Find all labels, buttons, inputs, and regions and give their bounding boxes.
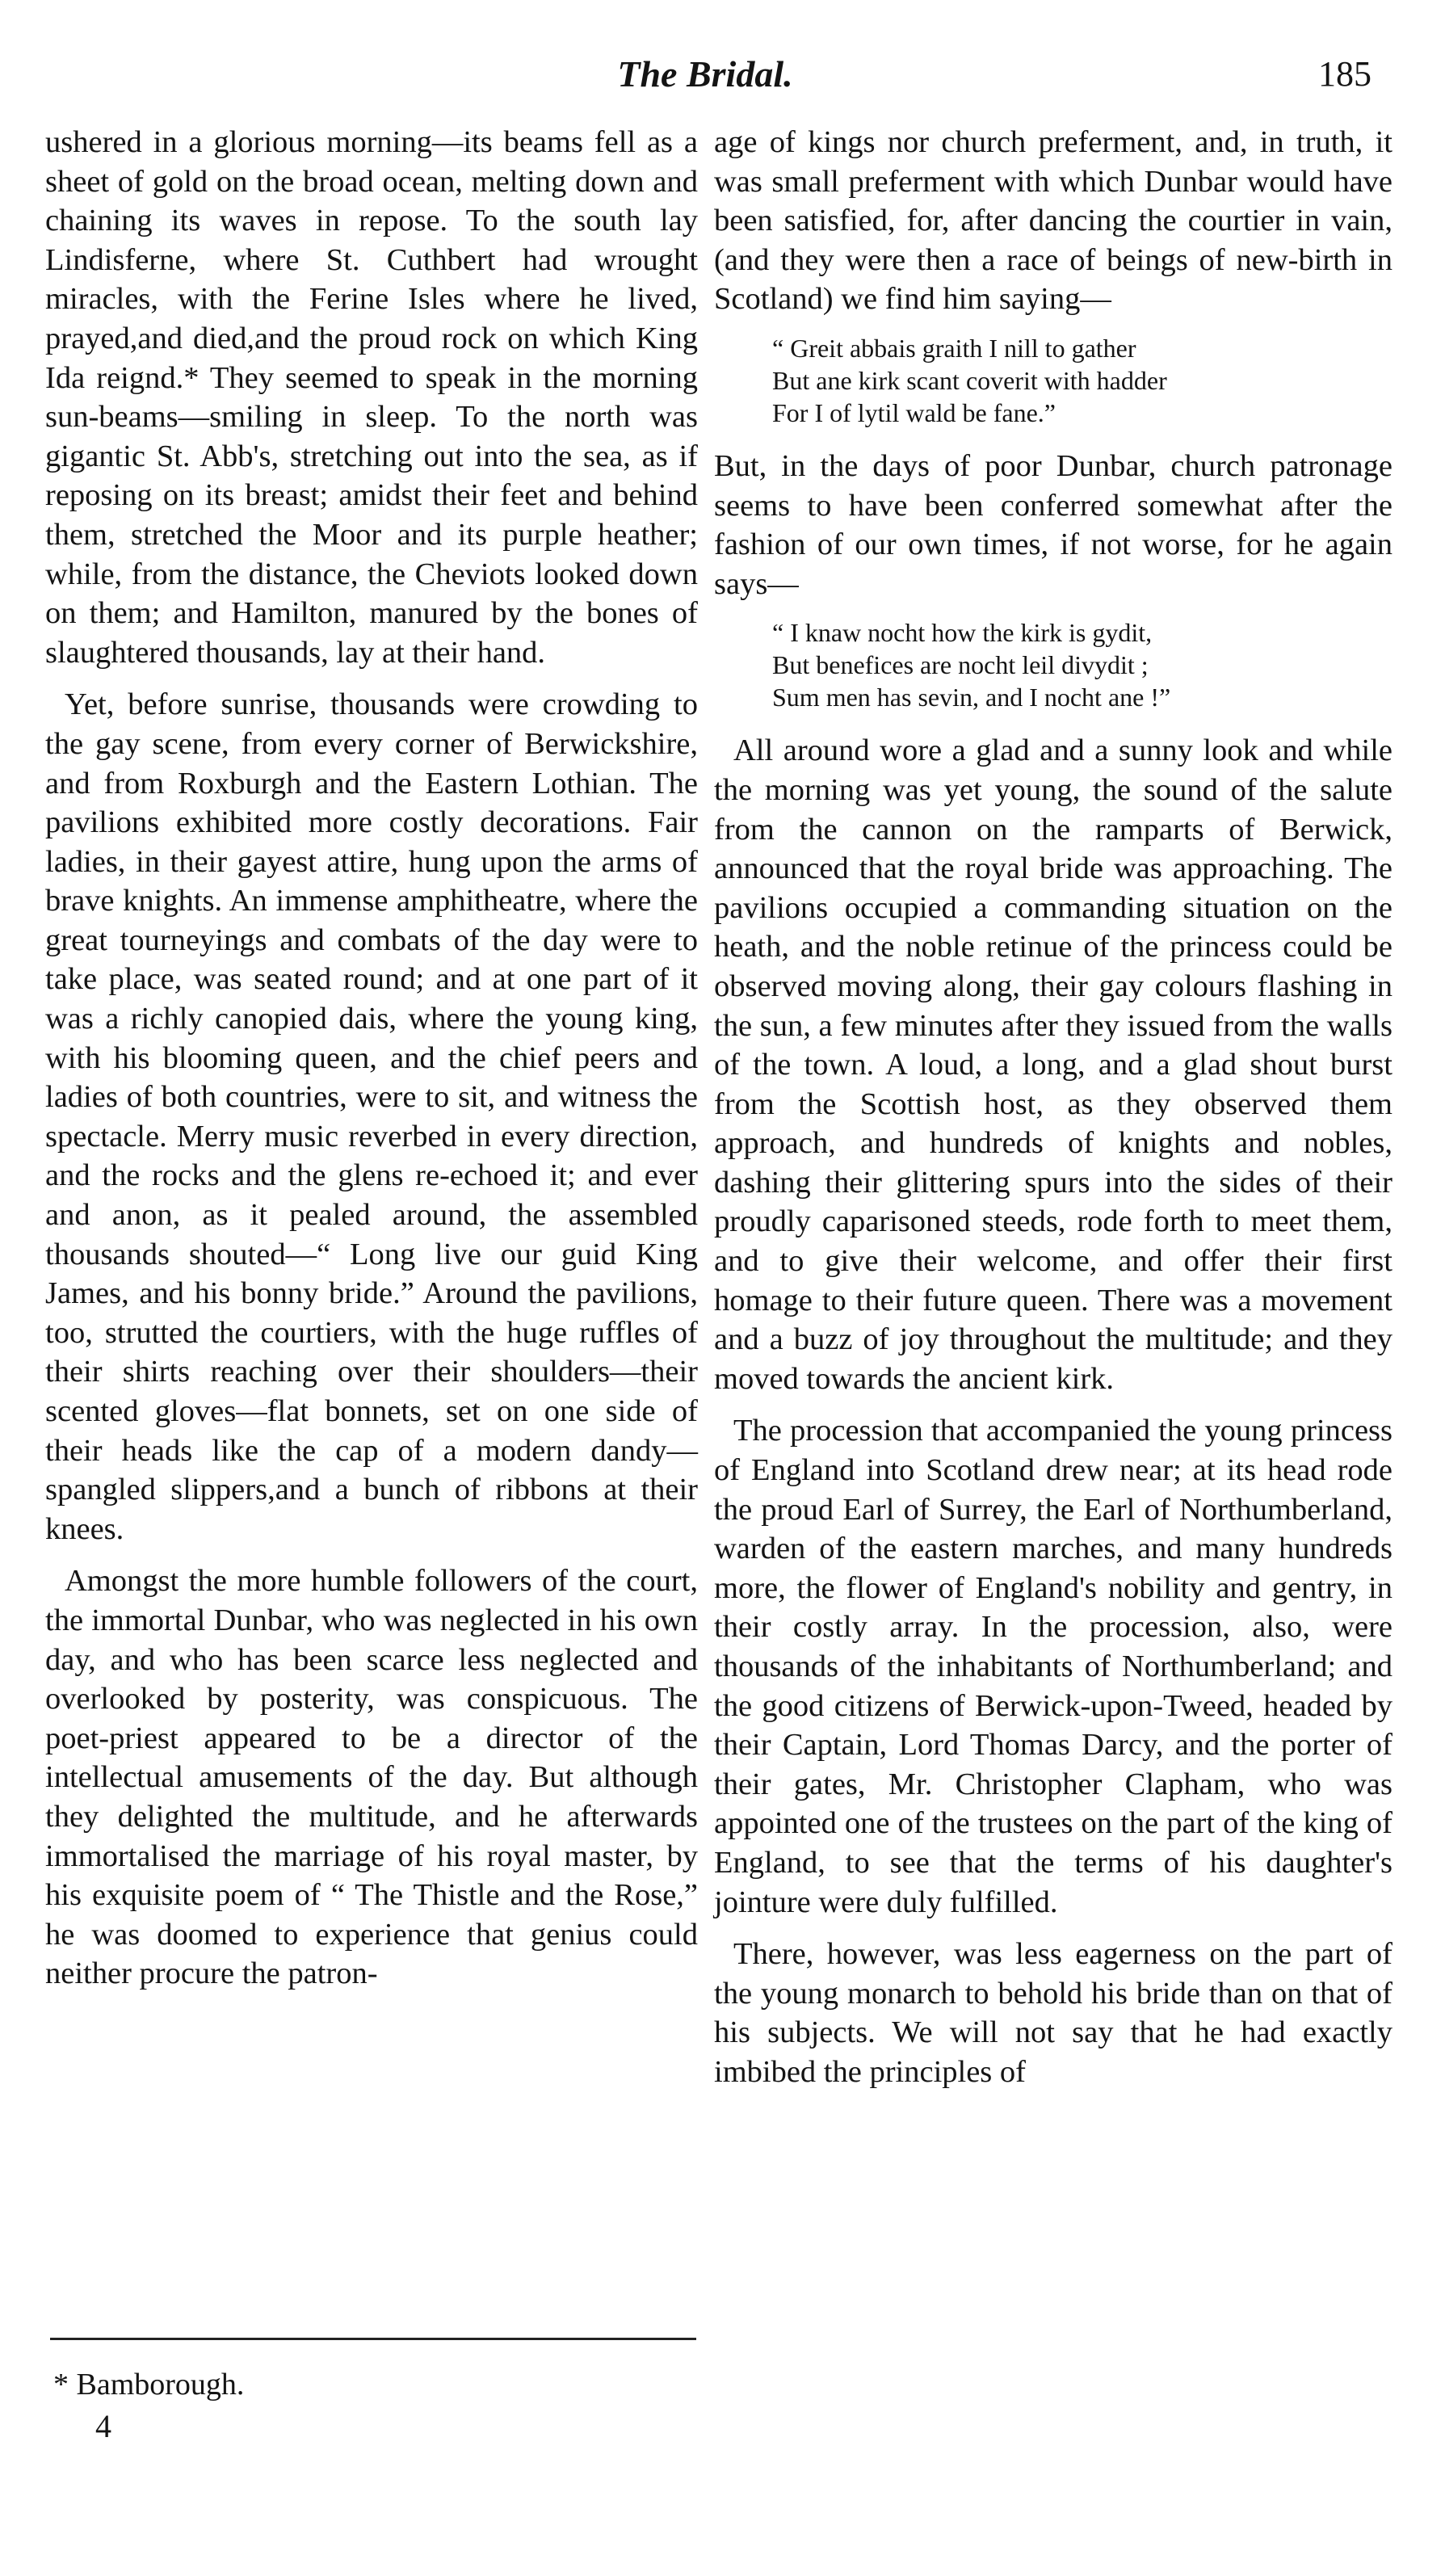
paragraph-crowding: Yet, before sunrise, thousands were crowding to the gay scene, from every corner of Berwickshire, and from Roxburgh and the Eastern Lothian. The pavilions exhibited more costly decorations. Fair ladies, in their gayest attire, hung upon the arms of brave knights. An immense amphitheatre, where the great tourneyings and combats of the day were to take place, was seated round; and at one part of it was a richly canopied dais, where the young king, with his blooming queen, and the chief peers and ladies of both countries, were to sit, and witness the spectacle. Merry music reverbed in every direction, and the rocks and the glens re-echoed it; and ever and anon, as it pealed around, the assembled thousands shouted—“ Long live our guid King James, and his bonny bride.” Around the pavilions, too, strutted the courtiers, with the huge ruffles of their shirts reaching over their shoulders—their scented gloves—flat bonnets, set on one side of their heads like the cap of a modern dandy—spangled slippers,and a bunch of ribbons at their knees. — [45, 687, 698, 1546]
verse-line: But benefices are nocht leil divydit ; — [772, 650, 1149, 680]
paragraph-dunbar: Amongst the more humble followers of the court, the immortal Dunbar, who was neglected in his own day, and who has been scarce less neglected and overlooked by posterity, was conspicuous. The poet-priest appeared to be a director of the intellectual amusements of the day. But although they delighted the multitude, and he afterwards immortalised the marriage of his royal master, by his exquisite poem of “ The Thistle and the Rose,” he was doomed to experience that genius could neither procure the patron- — [45, 1564, 698, 1991]
paragraph-procession: The procession that accompanied the young princess of England into Scotland drew near; at its head rode the proud Earl of Surrey, the Earl of Northumberland, warden of the eastern marches, and many hundreds more, the flower of England's nobility and gentry, in their costly array. In the procession, also, were thousands of the inhabitants of Northumberland; and the good citizens of Berwick-upon-Tweed, headed by their Captain, Lord Thomas Darcy, and the porter of their gates, Mr. Christopher Clapham, who was appointed one of the trustees on the part of the king of England, to see that the terms of his daughter's jointure were duly fulfilled. — [714, 1414, 1392, 1919]
verse-line: For I of lytil wald be fane.” — [772, 397, 1056, 427]
footnote: * Bamborough. — [53, 2368, 245, 2402]
verse-line: Sum men has sevin, and I nocht ane !” — [772, 683, 1171, 712]
verse-line: “ Greit abbais graith I nill to gather — [772, 333, 1136, 363]
paragraph-patronage: But, in the days of poor Dunbar, church patronage seems to have been conferred somewhat after the fashion of our own times, if not worse, for he again says— — [714, 448, 1392, 601]
verse-line: But ane kirk scant coverit with hadder — [772, 365, 1167, 395]
paragraph-morning: ushered in a glorious morning—its beams fell as a sheet of gold on the broad ocean, melting down and chaining its waves in repose. To the south lay Lindisferne, where St. Cuthbert had wrought miracles, with the Ferine Isles where he lived, prayed,and died,and the proud rock on which King Ida reignd.* They seemed to speak in the morning sun-beams—smiling in sleep. To the north was gigantic St. Abb's, stretching out into the sea, as if reposing on its breast; amidst their feet and behind them, stretched the Moor and its purple heather; while, from the distance, the Cheviots looked down on them; and Hamilton, manured by the bones of slaughtered thousands, lay at their hand. — [45, 125, 698, 670]
running-title: The Bridal. — [617, 53, 793, 95]
running-head — [39, 50, 1371, 115]
verse-line: “ I knaw nocht how the kirk is gydit, — [772, 618, 1153, 648]
paragraph-eagerness: There, however, was less eagerness on the part of the young monarch to behold his bride than on that of his subjects. We will not say that he had exactly imbibed the principles of — [714, 1937, 1392, 2089]
verse-quotation-one — [714, 332, 1392, 429]
verse-quotation-two — [714, 616, 1392, 713]
left-column — [45, 123, 698, 2007]
paragraph-salute: All around wore a glad and a sunny look and while the morning was yet young, the sound of the salute from the cannon on the ramparts of Berwick, announced that the royal bride was approaching. The pavilions occupied a commanding situation on the heath, and the noble retinue of the princess could be observed moving along, their gay colours flashing in the sun, a few minutes after they issued from the walls of the town. A loud, a long, and a glad shout burst from the Scottish host, as they observed them approach, and hundreds of knights and nobles, dashing their glittering spurs into the sides of their proudly caparisoned steeds, rode forth to meet them, and to give their welcome, and offer their first homage to their future queen. There was a movement and a buzz of joy throughout the multitude; and they moved towards the ancient kirk. — [714, 733, 1392, 1396]
signature-mark: 4 — [95, 2408, 111, 2444]
right-column — [714, 123, 1392, 2105]
page-number: 185 — [1318, 54, 1371, 94]
footnote-rule — [50, 2338, 696, 2340]
paragraph-continued: age of kings nor church preferment, and, in truth, it was small preferment with which Dunbar would have been satisfied, for, after dancing the courtier in vain, (and they were then a race of beings of new-birth in Scotland) we find him saying— — [714, 125, 1392, 317]
